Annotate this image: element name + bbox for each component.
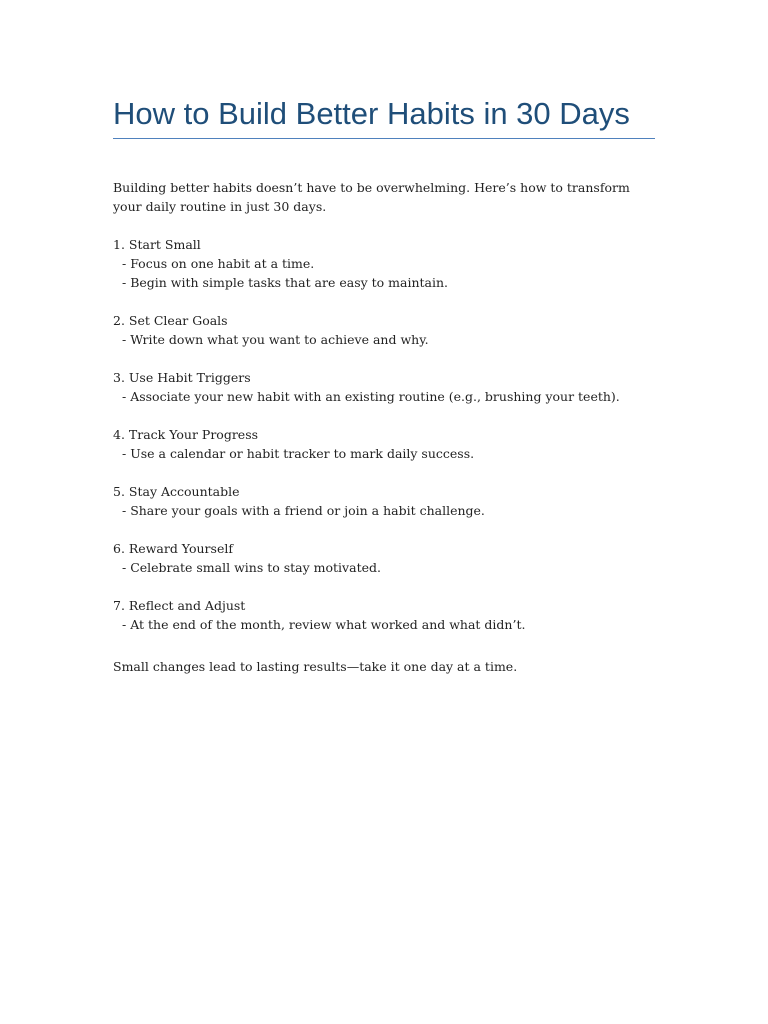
- step-item: [113, 425, 661, 463]
- step-heading: 1. Start Small: [113, 237, 201, 252]
- step-point: - Focus on one habit at a time.: [122, 256, 315, 271]
- intro-paragraph: Building better habits doesn’t have to be overwhelming. Here’s how to transform your daily routine in just 30 days.: [113, 180, 630, 214]
- step-heading: 4. Track Your Progress: [113, 427, 259, 442]
- step-point: - Begin with simple tasks that are easy to maintain.: [122, 275, 449, 290]
- step-point: - Use a calendar or habit tracker to mark daily success.: [122, 446, 475, 461]
- step-heading: 3. Use Habit Triggers: [113, 370, 251, 385]
- step-item: [113, 368, 661, 406]
- step-point: - At the end of the month, review what worked and what didn’t.: [122, 617, 526, 632]
- step-point: - Associate your new habit with an existing routine (e.g., brushing your teeth).: [122, 389, 620, 404]
- step-item: [113, 596, 661, 634]
- closing-paragraph: Small changes lead to lasting results—take it one day at a time.: [113, 659, 518, 674]
- step-heading: 2. Set Clear Goals: [113, 313, 228, 328]
- step-point: - Celebrate small wins to stay motivated.: [122, 560, 381, 575]
- step-item: [113, 311, 661, 349]
- steps-list: [113, 235, 661, 653]
- step-item: [113, 539, 661, 577]
- step-item: [113, 235, 661, 292]
- step-heading: 6. Reward Yourself: [113, 541, 233, 556]
- step-heading: 7. Reflect and Adjust: [113, 598, 246, 613]
- document-content: [113, 94, 655, 674]
- document-title: How to Build Better Habits in 30 Days: [113, 94, 655, 139]
- step-point: - Share your goals with a friend or join a habit challenge.: [122, 503, 485, 518]
- step-point: - Write down what you want to achieve and why.: [122, 332, 429, 347]
- step-item: [113, 482, 661, 520]
- step-heading: 5. Stay Accountable: [113, 484, 240, 499]
